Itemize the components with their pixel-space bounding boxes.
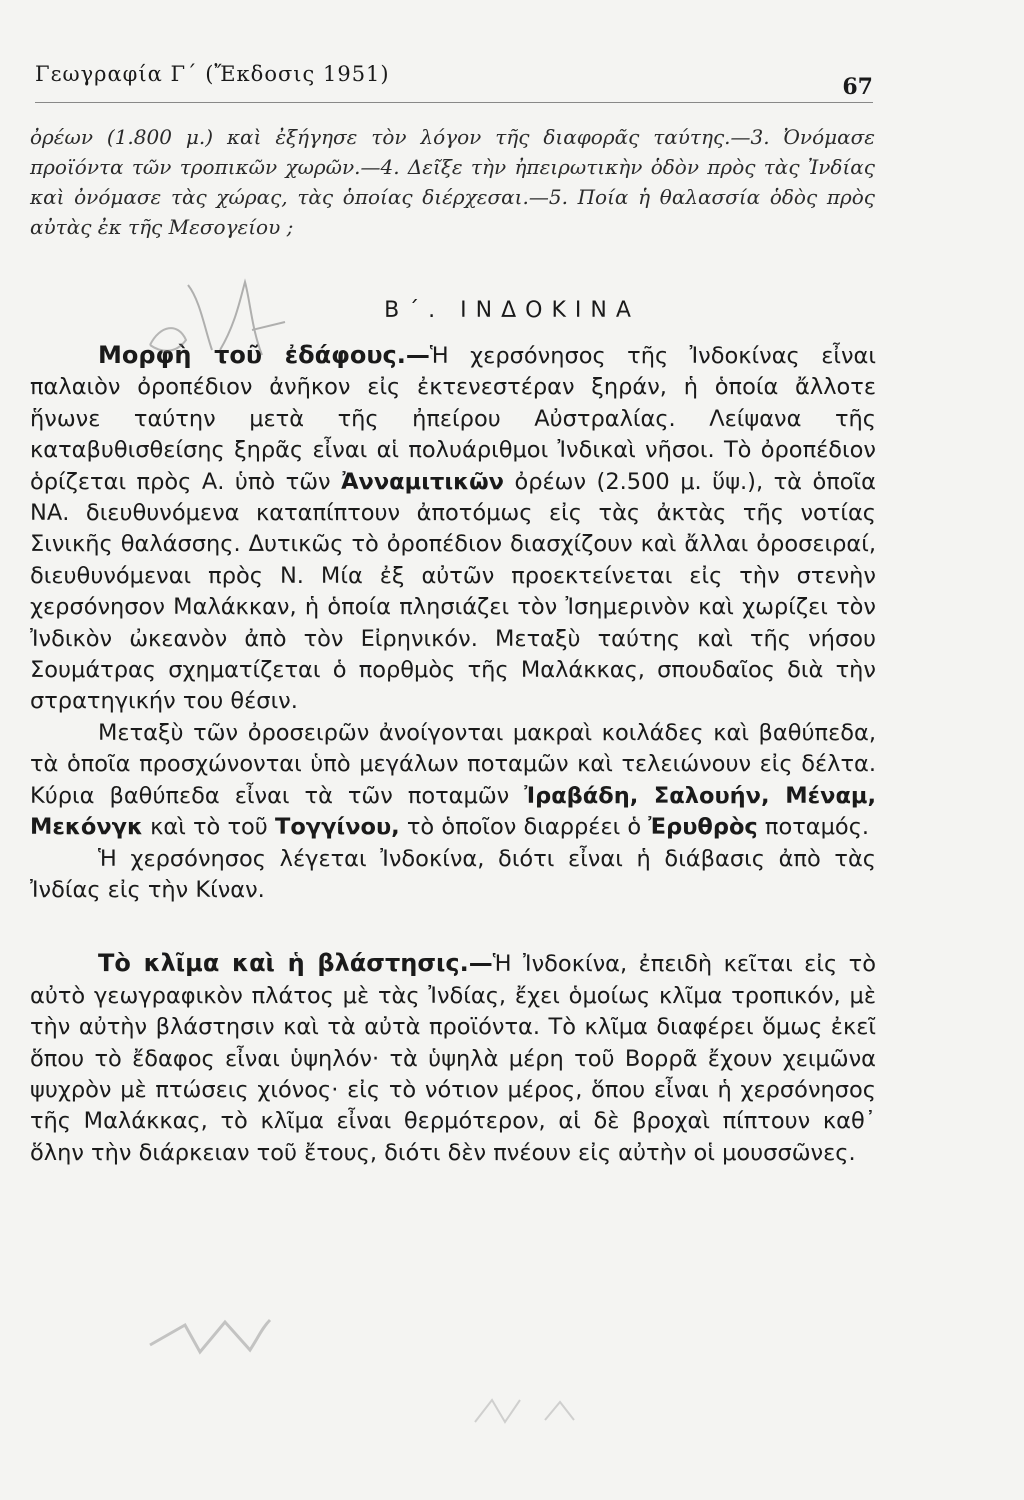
- paragraph-climate: [30, 948, 876, 1169]
- text-run: καὶ τὸ τοῦ: [143, 814, 275, 841]
- text-run: ποταμός.: [757, 814, 870, 841]
- exercise-questions: [30, 122, 875, 242]
- paragraph-valleys: [30, 718, 876, 844]
- bold-term: Ἐρυθρὸς: [648, 814, 758, 841]
- section-title: Β΄. ΙΝΔΟΚΙΝΑ: [384, 298, 640, 323]
- text-run: τὸ ὁποῖον διαρρέει ὁ: [399, 814, 649, 841]
- pencil-scribble: [150, 1320, 270, 1352]
- paragraph-relief: [30, 340, 876, 718]
- pencil-scribble: [475, 1400, 574, 1422]
- text-run: Μεταξὺ τῶν ὀροσειρῶν ἀνοίγονται μακραὶ κοιλάδες καὶ βαθύπεδα, τὰ ὁποῖα προσχώνονται ὑπὸ μεγάλων ποταμῶν καὶ τελειώνουν εἰς δέλτα. Κύρια βαθύπεδα εἶναι τὰ τῶν ποταμῶν: [30, 719, 876, 809]
- exercise-text: ὀρέων (1.800 μ.) καὶ ἐξήγησε τὸν λόγον τῆς διαφορᾶς ταύτης.—3. Ὀνόμασε προϊόντα τῶν τροπικῶν χωρῶν.—4. Δεῖξε τὴν ἠπειρωτικὴν ὁδὸν πρὸς τὰς Ἰνδίας καὶ ὀνόμασε τὰς χώρας, τὰς ὁποίας διέρχεσαι.—5. Ποία ἡ θαλασσία ὁδὸς πρὸς αὐτὰς ἐκ τῆς Μεσογείου ;: [30, 125, 875, 239]
- paragraph-heading-relief: Μορφὴ τοῦ ἐδάφους.—: [98, 341, 430, 369]
- page-number: 67: [842, 74, 873, 100]
- body-text: [30, 340, 876, 1169]
- text-run: Ἡ χερσόνησος τῆς Ἰνδοκίνας εἶναι παλαιὸν ὀροπέδιον ἀνῆκον εἰς ἐκτενεστέραν ξηράν, ἡ ὁποία ἄλλοτε ἥνωνε ταύτην μετὰ τῆς ἠπείρου Αὐστραλίας. Λείψανα τῆς καταβυθισθείσης ξηρᾶς εἶναι αἱ πολυάριθμοι Ἰνδικαὶ νῆσοι. Τὸ ὀροπέδιον ὁρίζεται πρὸς Α. ὑπὸ τῶν: [30, 343, 876, 495]
- bold-term: Ἀνναμιτικῶν: [341, 468, 504, 495]
- paragraph-gap: [30, 906, 876, 948]
- running-title: Γεωγραφία Γ΄ (Ἔκδοσις 1951): [35, 62, 390, 86]
- page-header: [35, 62, 873, 103]
- bold-term: Ἰραβάδη, Σαλουήν, Μέναμ, Μεκόνγκ: [30, 782, 877, 841]
- text-run: Ἡ Ἰνδοκίνα, ἐπειδὴ κεῖται εἰς τὸ αὐτὸ γεωγραφικὸν πλάτος μὲ τὰς Ἰνδίας, ἔχει ὁμοίως κλῖμα τροπικόν, μὲ τὴν αὐτὴν βλάστησιν καὶ τὰ αὐτὰ προϊόντα. Τὸ κλῖμα διαφέρει ὅμως ἐκεῖ ὅπου τὸ ἔδαφος εἶναι ὑψηλόν· τὰ ὑψηλὰ μέρη τοῦ Βορρᾶ ἔχουν χειμῶνα ψυχρὸν μὲ πτώσεις χιόνος· εἰς τὸ νότιον μέρος, ὅπου εἶναι ἡ χερσόνησος τῆς Μαλάκκας, τὸ κλῖμα εἶναι θερμότερον, αἱ δὲ βροχαὶ πίπτουν καθ᾿ ὅλην τὴν διάρκειαν τοῦ ἔτους, διότι δὲν πνέουν εἰς αὐτὴν οἱ μουσσῶνες.: [30, 951, 876, 1166]
- paragraph-name-origin: Ἡ χερσόνησος λέγεται Ἰνδοκίνα, διότι εἶναι ἡ διάβασις ἀπὸ τὰς Ἰνδίας εἰς τὴν Κίναν.: [30, 845, 876, 903]
- paragraph-heading-climate: Τὸ κλῖμα καὶ ἡ βλάστησις.—: [98, 949, 493, 978]
- text-run: ὀρέων (2.500 μ. ὕψ.), τὰ ὁποῖα ΝΑ. διευθυνόμενα καταπίπτουν ἀποτόμως εἰς τὰς ἀκτὰς τῆς νοτίας Σινικῆς θαλάσσης. Δυτικῶς τὸ ὀροπέδιον διασχίζουν καὶ ἄλλαι ὀροσειραί, διευθυνόμεναι πρὸς Ν. Μία ἐξ αὐτῶν προεκτείνεται εἰς τὴν στενὴν χερσόνησον Μαλάκκαν, ἡ ὁποία πλησιάζει τὸν Ἰσημερινὸν καὶ χωρίζει τὸν Ἰνδικὸν ὠκεανὸν ἀπὸ τὸν Εἰρηνικόν. Μεταξὺ ταύτης καὶ τῆς νήσου Σουμάτρας σχηματίζεται ὁ πορθμὸς τῆς Μαλάκκας, σπουδαῖος διὰ τὴν στρατηγικήν του θέσιν.: [30, 468, 876, 715]
- bold-term: Τογγίνου,: [274, 814, 400, 841]
